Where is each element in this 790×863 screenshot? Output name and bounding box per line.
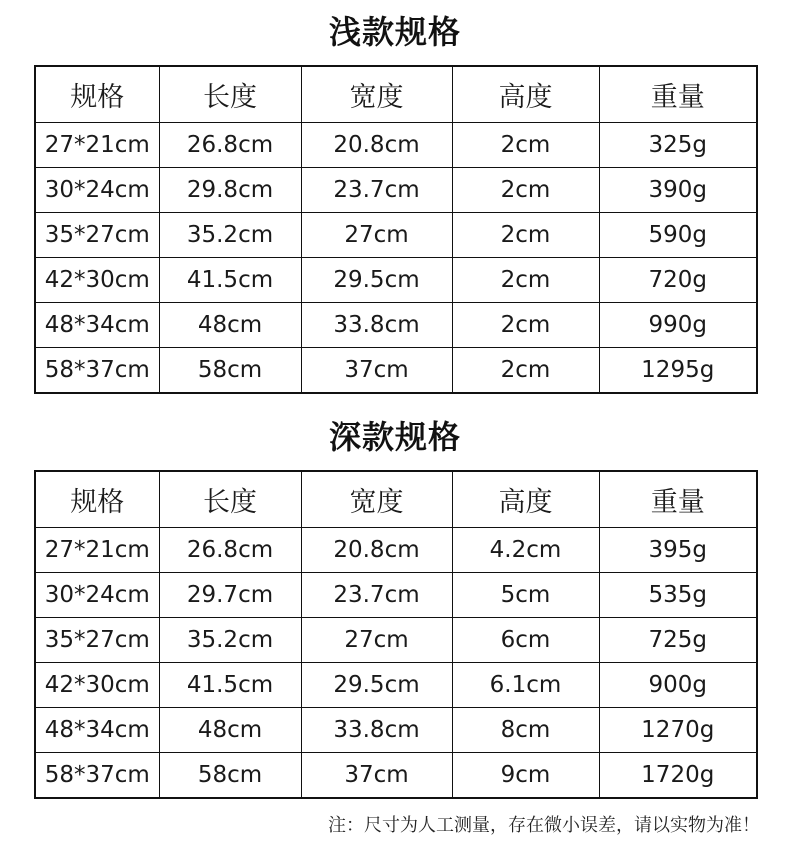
- table-row: [35, 123, 757, 168]
- table-header-row: [35, 66, 757, 123]
- cell-width: 20.8cm: [301, 528, 452, 573]
- cell-height: 8cm: [452, 708, 599, 753]
- cell-weight: 900g: [599, 663, 757, 708]
- cell-weight: 590g: [599, 213, 757, 258]
- table-row: [35, 168, 757, 213]
- header-height: 高度: [452, 66, 599, 123]
- cell-width: 37cm: [301, 348, 452, 394]
- cell-length: 41.5cm: [159, 663, 301, 708]
- cell-height: 2cm: [452, 258, 599, 303]
- table-row: [35, 573, 757, 618]
- table-row: [35, 663, 757, 708]
- cell-weight: 1720g: [599, 753, 757, 799]
- cell-weight: 990g: [599, 303, 757, 348]
- cell-weight: 395g: [599, 528, 757, 573]
- cell-size: 27*21cm: [35, 123, 159, 168]
- cell-size: 58*37cm: [35, 753, 159, 799]
- cell-weight: 325g: [599, 123, 757, 168]
- table-row: [35, 618, 757, 663]
- header-size: 规格: [35, 471, 159, 528]
- cell-width: 23.7cm: [301, 168, 452, 213]
- cell-size: 42*30cm: [35, 663, 159, 708]
- table-row: [35, 753, 757, 799]
- cell-width: 29.5cm: [301, 663, 452, 708]
- deep-spec-title: 深款规格: [328, 418, 461, 456]
- cell-size: 58*37cm: [35, 348, 159, 394]
- cell-size: 48*34cm: [35, 303, 159, 348]
- table-header-row: [35, 471, 757, 528]
- header-size: 规格: [35, 66, 159, 123]
- cell-size: 27*21cm: [35, 528, 159, 573]
- cell-weight: 535g: [599, 573, 757, 618]
- table-row: [35, 528, 757, 573]
- cell-length: 29.8cm: [159, 168, 301, 213]
- cell-height: 5cm: [452, 573, 599, 618]
- cell-weight: 1270g: [599, 708, 757, 753]
- light-spec-table: [34, 65, 758, 394]
- table-row: [35, 213, 757, 258]
- cell-height: 2cm: [452, 123, 599, 168]
- cell-width: 33.8cm: [301, 708, 452, 753]
- cell-height: 4.2cm: [452, 528, 599, 573]
- cell-length: 48cm: [159, 708, 301, 753]
- cell-height: 6cm: [452, 618, 599, 663]
- table-body: [35, 528, 757, 799]
- cell-size: 30*24cm: [35, 573, 159, 618]
- cell-width: 27cm: [301, 213, 452, 258]
- table-row: [35, 258, 757, 303]
- cell-length: 35.2cm: [159, 213, 301, 258]
- cell-size: 35*27cm: [35, 618, 159, 663]
- cell-weight: 390g: [599, 168, 757, 213]
- cell-size: 35*27cm: [35, 213, 159, 258]
- table-row: [35, 348, 757, 394]
- cell-width: 27cm: [301, 618, 452, 663]
- header-weight: 重量: [599, 471, 757, 528]
- cell-weight: 725g: [599, 618, 757, 663]
- light-spec-title: 浅款规格: [328, 13, 461, 51]
- table-row: [35, 303, 757, 348]
- header-weight: 重量: [599, 66, 757, 123]
- cell-size: 30*24cm: [35, 168, 159, 213]
- cell-width: 37cm: [301, 753, 452, 799]
- cell-width: 23.7cm: [301, 573, 452, 618]
- cell-length: 26.8cm: [159, 528, 301, 573]
- header-width: 宽度: [301, 66, 452, 123]
- cell-length: 41.5cm: [159, 258, 301, 303]
- cell-width: 33.8cm: [301, 303, 452, 348]
- measurement-note: 注：尺寸为人工测量，存在微小误差，请以实物为准！: [328, 815, 760, 836]
- table-row: [35, 708, 757, 753]
- header-length: 长度: [159, 66, 301, 123]
- cell-length: 58cm: [159, 348, 301, 394]
- cell-height: 6.1cm: [452, 663, 599, 708]
- cell-height: 9cm: [452, 753, 599, 799]
- cell-weight: 720g: [599, 258, 757, 303]
- cell-width: 20.8cm: [301, 123, 452, 168]
- cell-length: 48cm: [159, 303, 301, 348]
- cell-length: 58cm: [159, 753, 301, 799]
- cell-size: 48*34cm: [35, 708, 159, 753]
- table-body: [35, 123, 757, 394]
- cell-height: 2cm: [452, 348, 599, 394]
- cell-height: 2cm: [452, 303, 599, 348]
- cell-length: 26.8cm: [159, 123, 301, 168]
- header-width: 宽度: [301, 471, 452, 528]
- cell-length: 35.2cm: [159, 618, 301, 663]
- cell-size: 42*30cm: [35, 258, 159, 303]
- cell-length: 29.7cm: [159, 573, 301, 618]
- deep-spec-table: [34, 470, 758, 799]
- cell-height: 2cm: [452, 213, 599, 258]
- cell-height: 2cm: [452, 168, 599, 213]
- header-height: 高度: [452, 471, 599, 528]
- cell-width: 29.5cm: [301, 258, 452, 303]
- cell-weight: 1295g: [599, 348, 757, 394]
- header-length: 长度: [159, 471, 301, 528]
